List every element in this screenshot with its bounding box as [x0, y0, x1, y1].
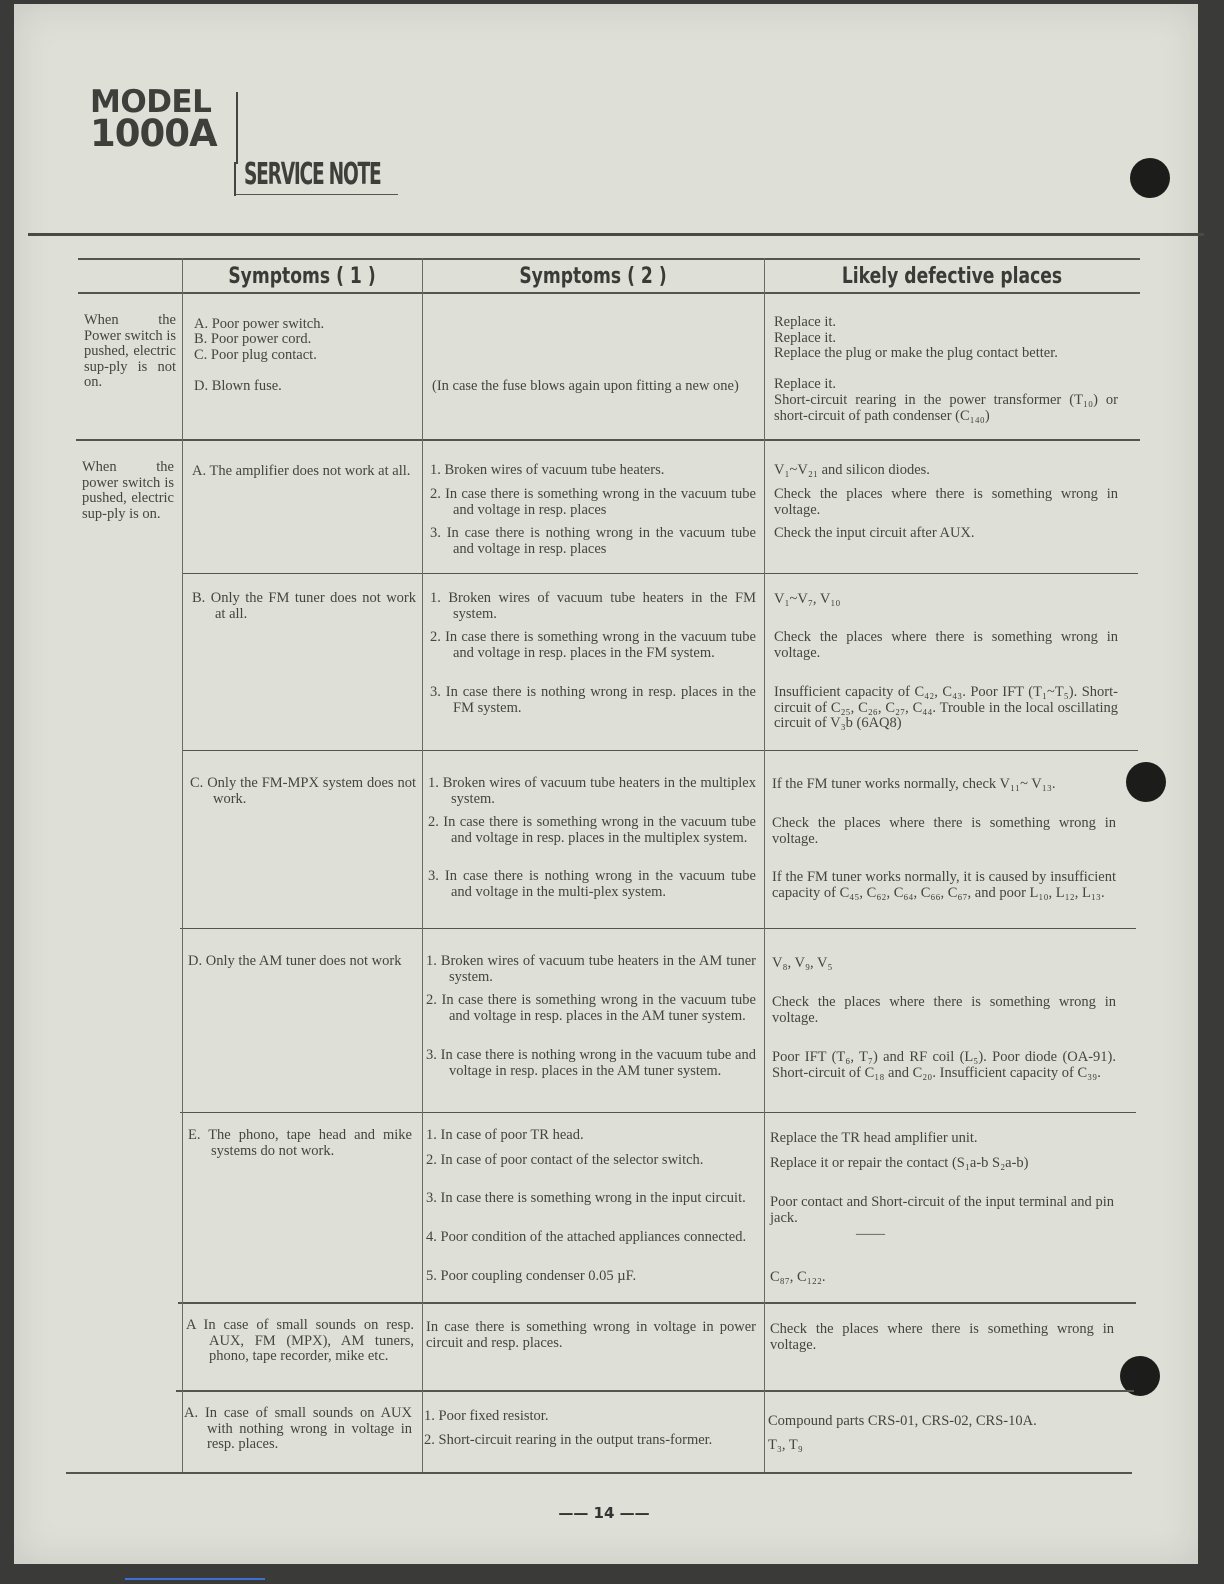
- row-c-defect-1: If the FM tuner works normally, check V₁₁~ V₁₃.: [772, 776, 1056, 792]
- condition-power-off: When the Power switch is pushed, electric sup-ply is not on.: [84, 312, 176, 391]
- row-a-symptom2-1: 1. Broken wires of vacuum tube heaters.: [430, 462, 665, 478]
- header-bottom-rule: [78, 292, 1140, 294]
- model-number: 1000A: [90, 111, 217, 155]
- row-c-symptom1: C. Only the FM-MPX system does not work.: [190, 775, 416, 807]
- header-symptoms-2: Symptoms ( 2 ): [519, 264, 667, 289]
- row-c-bottom-rule: [180, 928, 1136, 929]
- g1-defect-1: Replace it.: [774, 314, 837, 330]
- row-b-defect-2: Check the places where there is something wrong in voltage.: [774, 629, 1118, 661]
- row-d-symptom2-3: 3. In case there is nothing wrong in the vacuum tube and voltage in resp. places in the AM tuner system.: [426, 1047, 756, 1079]
- row-d-defect-1: V₈, V₉, V₅: [772, 955, 833, 971]
- row-b-symptom2-3: 3. In case there is nothing wrong in resp. places in the FM system.: [430, 684, 756, 716]
- row-d-bottom-rule: [180, 1112, 1136, 1113]
- header-defective-places: Likely defective places: [841, 264, 1063, 289]
- row-b-symptom2-1: 1. Broken wires of vacuum tube heaters in the FM system.: [430, 590, 756, 622]
- row-a-symptom1: A. The amplifier does not work at all.: [192, 463, 411, 479]
- group1-bottom-rule: [76, 439, 1140, 441]
- service-note-title: SERVICE NOTE: [244, 157, 381, 192]
- row-c-symptom2-1: 1. Broken wires of vacuum tube heaters in the multiplex system.: [428, 775, 756, 807]
- row-e-symptom2-1: 1. In case of poor TR head.: [426, 1127, 584, 1143]
- binder-hole-top: [1130, 158, 1170, 198]
- row-d-defect-2: Check the places where there is something wrong in voltage.: [772, 994, 1116, 1026]
- row-g-symptom1: A. In case of small sounds on AUX with nothing wrong in voltage in resp. places.: [184, 1405, 412, 1453]
- row-f-bottom-rule: [176, 1390, 1134, 1392]
- model-heading: [90, 84, 217, 155]
- row-e-symptom2-4: 4. Poor condition of the attached appliances connected.: [426, 1229, 747, 1245]
- g1-defect-2: Replace it.: [774, 330, 837, 346]
- heading-divider: [236, 92, 238, 164]
- g1-symptom-d: D. Blown fuse.: [194, 378, 282, 394]
- table-bottom-rule: [66, 1472, 1132, 1474]
- row-e-defect-5: C₈₇, C₁₂₂.: [770, 1269, 826, 1285]
- row-e-symptom2-3: 3. In case there is something wrong in the input circuit.: [426, 1190, 746, 1206]
- row-a-symptom2-2: 2. In case there is something wrong in the vacuum tube and voltage in resp. places: [430, 486, 756, 518]
- row-e-symptom2-2: 2. In case of poor contact of the selector switch.: [426, 1152, 704, 1168]
- row-e-defect-3: Poor contact and Short-circuit of the input terminal and pin jack.: [770, 1194, 1114, 1226]
- row-b-symptom2-2: 2. In case there is something wrong in the vacuum tube and voltage in resp. places in the FM system.: [430, 629, 756, 661]
- column-divider-1: [182, 258, 183, 1472]
- row-a-defect-2: Check the places where there is something wrong in voltage.: [774, 486, 1118, 518]
- row-b-defect-1: V₁~V₇, V₁₀: [774, 591, 841, 607]
- row-a-symptom2-3: 3. In case there is nothing wrong in the vacuum tube and voltage in resp. places: [430, 525, 756, 557]
- column-divider-3: [764, 258, 765, 1472]
- column-divider-2: [422, 258, 423, 1472]
- row-d-defect-3: Poor IFT (T₆, T₇) and RF coil (L₅). Poor diode (OA-91). Short-circuit of C₁₈ and C₂₀. Insufficient capacity of C₃₉.: [772, 1049, 1116, 1081]
- row-b-symptom1: B. Only the FM tuner does not work at all.: [192, 590, 416, 622]
- header-symptoms-1: Symptoms ( 1 ): [228, 264, 376, 289]
- header-rule: [28, 233, 1204, 236]
- g1-symptom-b: B. Poor power cord.: [194, 331, 312, 347]
- row-f-symptom2: In case there is something wrong in voltage in power circuit and resp. places.: [426, 1319, 756, 1351]
- row-c-defect-2: Check the places where there is something wrong in voltage.: [772, 815, 1116, 847]
- g1-symptom-a: A. Poor power switch.: [194, 316, 325, 332]
- table-top-rule: [78, 258, 1140, 260]
- row-g-defect-2: T₃, T₉: [768, 1437, 803, 1453]
- condition-power-on: When the power switch is pushed, electric sup-ply is on.: [82, 459, 174, 522]
- row-e-defect-4: ——: [856, 1226, 885, 1242]
- document-page: [14, 4, 1198, 1564]
- row-c-defect-3: If the FM tuner works normally, it is caused by insufficient capacity of C₄₅, C₆₂, C₆₄, C₆₆, C₆₇, and poor L₁₀, L₁₂, L₁₃.: [772, 869, 1116, 901]
- row-e-bottom-rule: [178, 1302, 1136, 1304]
- row-a-defect-3: Check the input circuit after AUX.: [774, 525, 975, 541]
- row-b-bottom-rule: [182, 750, 1138, 751]
- row-a-defect-1: V₁~V₂₁ and silicon diodes.: [774, 462, 930, 478]
- row-c-symptom2-2: 2. In case there is something wrong in the vacuum tube and voltage in resp. places in the multiplex system.: [428, 814, 756, 846]
- row-a-bottom-rule: [182, 573, 1138, 574]
- g1-symptom-c: C. Poor plug contact.: [194, 347, 317, 363]
- row-c-symptom2-3: 3. In case there is nothing wrong in the vacuum tube and voltage in the multi-plex system.: [428, 868, 756, 900]
- row-e-defect-2: Replace it or repair the contact (S₁a-b S₂a-b): [770, 1155, 1029, 1171]
- binder-hole-middle: [1126, 762, 1166, 802]
- g1-defect-3: Replace the plug or make the plug contact better.: [774, 345, 1058, 361]
- page-number: —— 14 ——: [558, 1504, 650, 1522]
- heading-divider-lower: [234, 162, 236, 196]
- g1-defect-4: Replace it.: [774, 376, 837, 392]
- row-f-symptom1: A In case of small sounds on resp. AUX, FM (MPX), AM tuners, phono, tape recorder, mike etc.: [186, 1317, 414, 1365]
- row-d-symptom1: D. Only the AM tuner does not work: [188, 953, 402, 969]
- row-f-defect: Check the places where there is something wrong in voltage.: [770, 1321, 1114, 1353]
- row-g-symptom2-1: 1. Poor fixed resistor.: [424, 1408, 549, 1424]
- service-note-underline: [236, 194, 398, 195]
- row-e-symptom1: E. The phono, tape head and mike systems do not work.: [188, 1127, 412, 1159]
- g1-defect-5: Short-circuit rearing in the power transformer (T₁₀) or short-circuit of path condenser (C₁₄₀): [774, 392, 1118, 424]
- row-e-symptom2-5: 5. Poor coupling condenser 0.05 µF.: [426, 1268, 637, 1284]
- row-g-defect-1: Compound parts CRS-01, CRS-02, CRS-10A.: [768, 1413, 1037, 1429]
- edge-accent-line: [125, 1578, 265, 1580]
- row-d-symptom2-1: 1. Broken wires of vacuum tube heaters in the AM tuner system.: [426, 953, 756, 985]
- model-label: MODEL: [90, 84, 212, 120]
- row-d-symptom2-2: 2. In case there is something wrong in the vacuum tube and voltage in resp. places in the AM tuner system.: [426, 992, 756, 1024]
- row-g-symptom2-2: 2. Short-circuit rearing in the output trans-former.: [424, 1432, 713, 1448]
- g1-symptom2-fuse: (In case the fuse blows again upon fitting a new one): [432, 378, 739, 394]
- row-e-defect-1: Replace the TR head amplifier unit.: [770, 1130, 978, 1146]
- row-b-defect-3: Insufficient capacity of C₄₂, C₄₃. Poor IFT (T₁~T₅). Short-circuit of C₂₅, C₂₆, C₂₇, C₄₄. Trouble in the local oscillating circuit of V₃b (6AQ8): [774, 684, 1118, 732]
